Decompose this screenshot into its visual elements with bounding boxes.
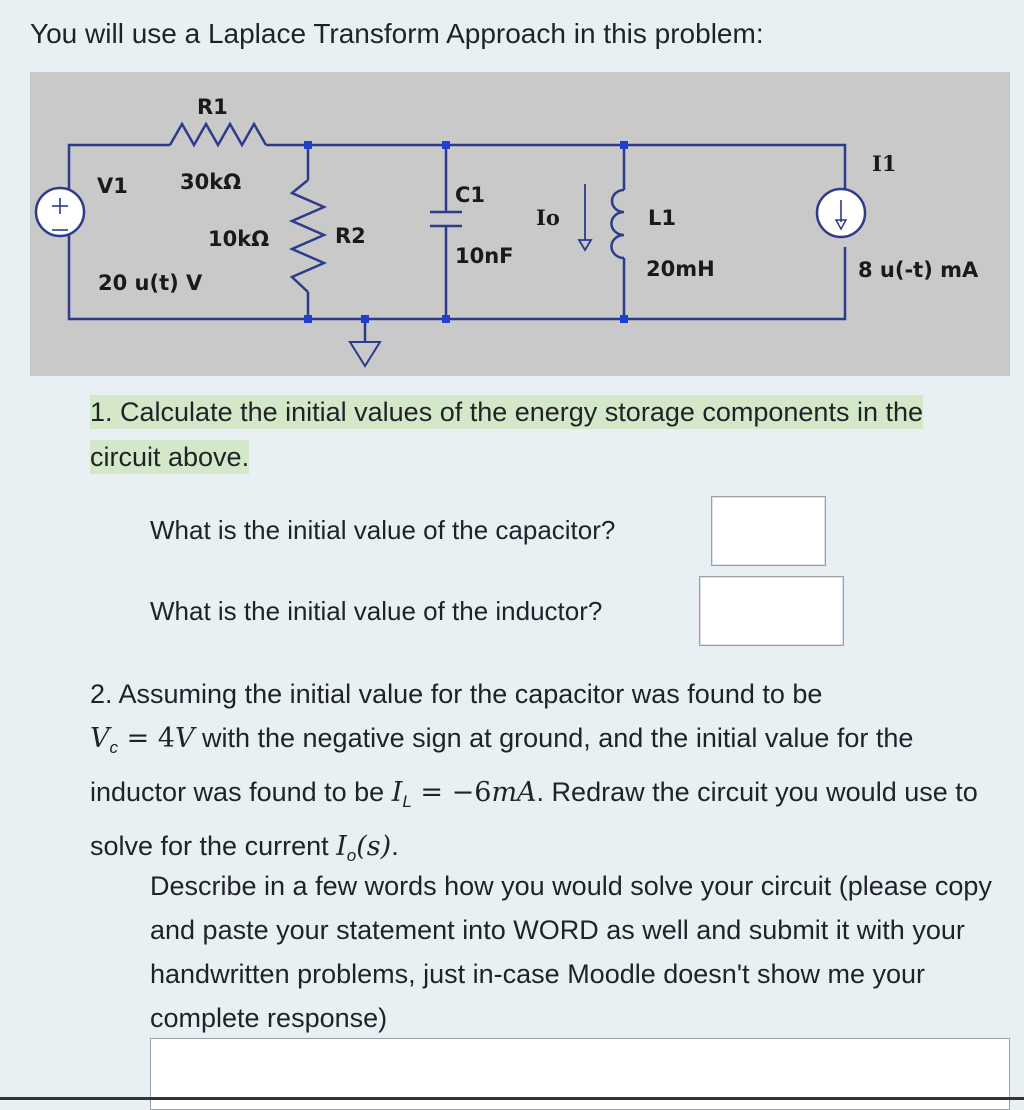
description-prompt: Describe in a few words how you would solve your circuit (please copy and paste your statement into WORD as well and submit it with your handwritten problems, just in-case Moodle doesn't show me your complete response): [150, 871, 992, 1033]
vc-sub: c: [109, 738, 118, 757]
question-2-part1: 2. Assuming the initial value for the capacitor was found to be: [90, 679, 823, 709]
io-symbol: I: [336, 831, 347, 862]
question-2-part3: . Redraw the circuit you would use to solve for the current: [90, 777, 978, 861]
inductor-prompt: What is the initial value of the inductor?: [150, 596, 603, 626]
v1-value: 20 u(t) V: [98, 271, 203, 295]
l1-label: L1: [648, 206, 676, 230]
circuit-diagram: [30, 72, 1010, 376]
io-label: Io: [536, 205, 560, 230]
i1-label: I1: [872, 151, 897, 176]
v1-voltage-source: [36, 188, 84, 236]
question-2: [90, 672, 1010, 878]
l1-inductor: [611, 190, 624, 258]
c1-value: 10nF: [455, 244, 514, 268]
c1-capacitor: [430, 212, 462, 226]
io-sub: o: [346, 846, 357, 865]
r2-resistor: [292, 180, 324, 292]
vc-symbol: V: [90, 723, 110, 754]
v1-label: V1: [97, 174, 128, 198]
capacitor-prompt: What is the initial value of the capacitor?: [150, 515, 616, 545]
r1-label: R1: [197, 95, 228, 119]
capacitor-answer-input[interactable]: [711, 496, 826, 566]
vc-eq: = 4: [118, 723, 175, 754]
il-sub: L: [402, 792, 412, 811]
i1-value: 8 u(-t) mA: [858, 258, 979, 282]
io-arg: (s): [356, 831, 392, 862]
il-symbol: I: [391, 777, 403, 808]
i1-current-source: [817, 189, 865, 237]
question-2-part2: with the negative sign at ground, and the initial value for the inductor was found to be: [90, 723, 914, 807]
r2-label: R2: [335, 224, 366, 248]
question-1: [90, 390, 994, 480]
c1-label: C1: [455, 183, 486, 207]
question-2-part4: .: [391, 831, 399, 861]
io-arrow-icon: [579, 184, 591, 250]
inductor-answer-input[interactable]: [699, 576, 844, 646]
r1-resistor: [170, 124, 266, 145]
vc-unit: V: [174, 723, 195, 754]
l1-value: 20mH: [646, 257, 715, 281]
r1-value: 30kΩ: [180, 170, 242, 194]
il-unit: mA: [491, 777, 537, 808]
question-1-text: 1. Calculate the initial values of the energy storage components in the circuit above.: [90, 397, 924, 472]
il-eq: = −6: [411, 777, 492, 808]
circuit-schematic: [30, 72, 1010, 376]
ground-icon: [350, 342, 380, 366]
intro-text: You will use a Laplace Transform Approach in this problem:: [30, 18, 764, 49]
r2-value: 10kΩ: [208, 227, 270, 251]
